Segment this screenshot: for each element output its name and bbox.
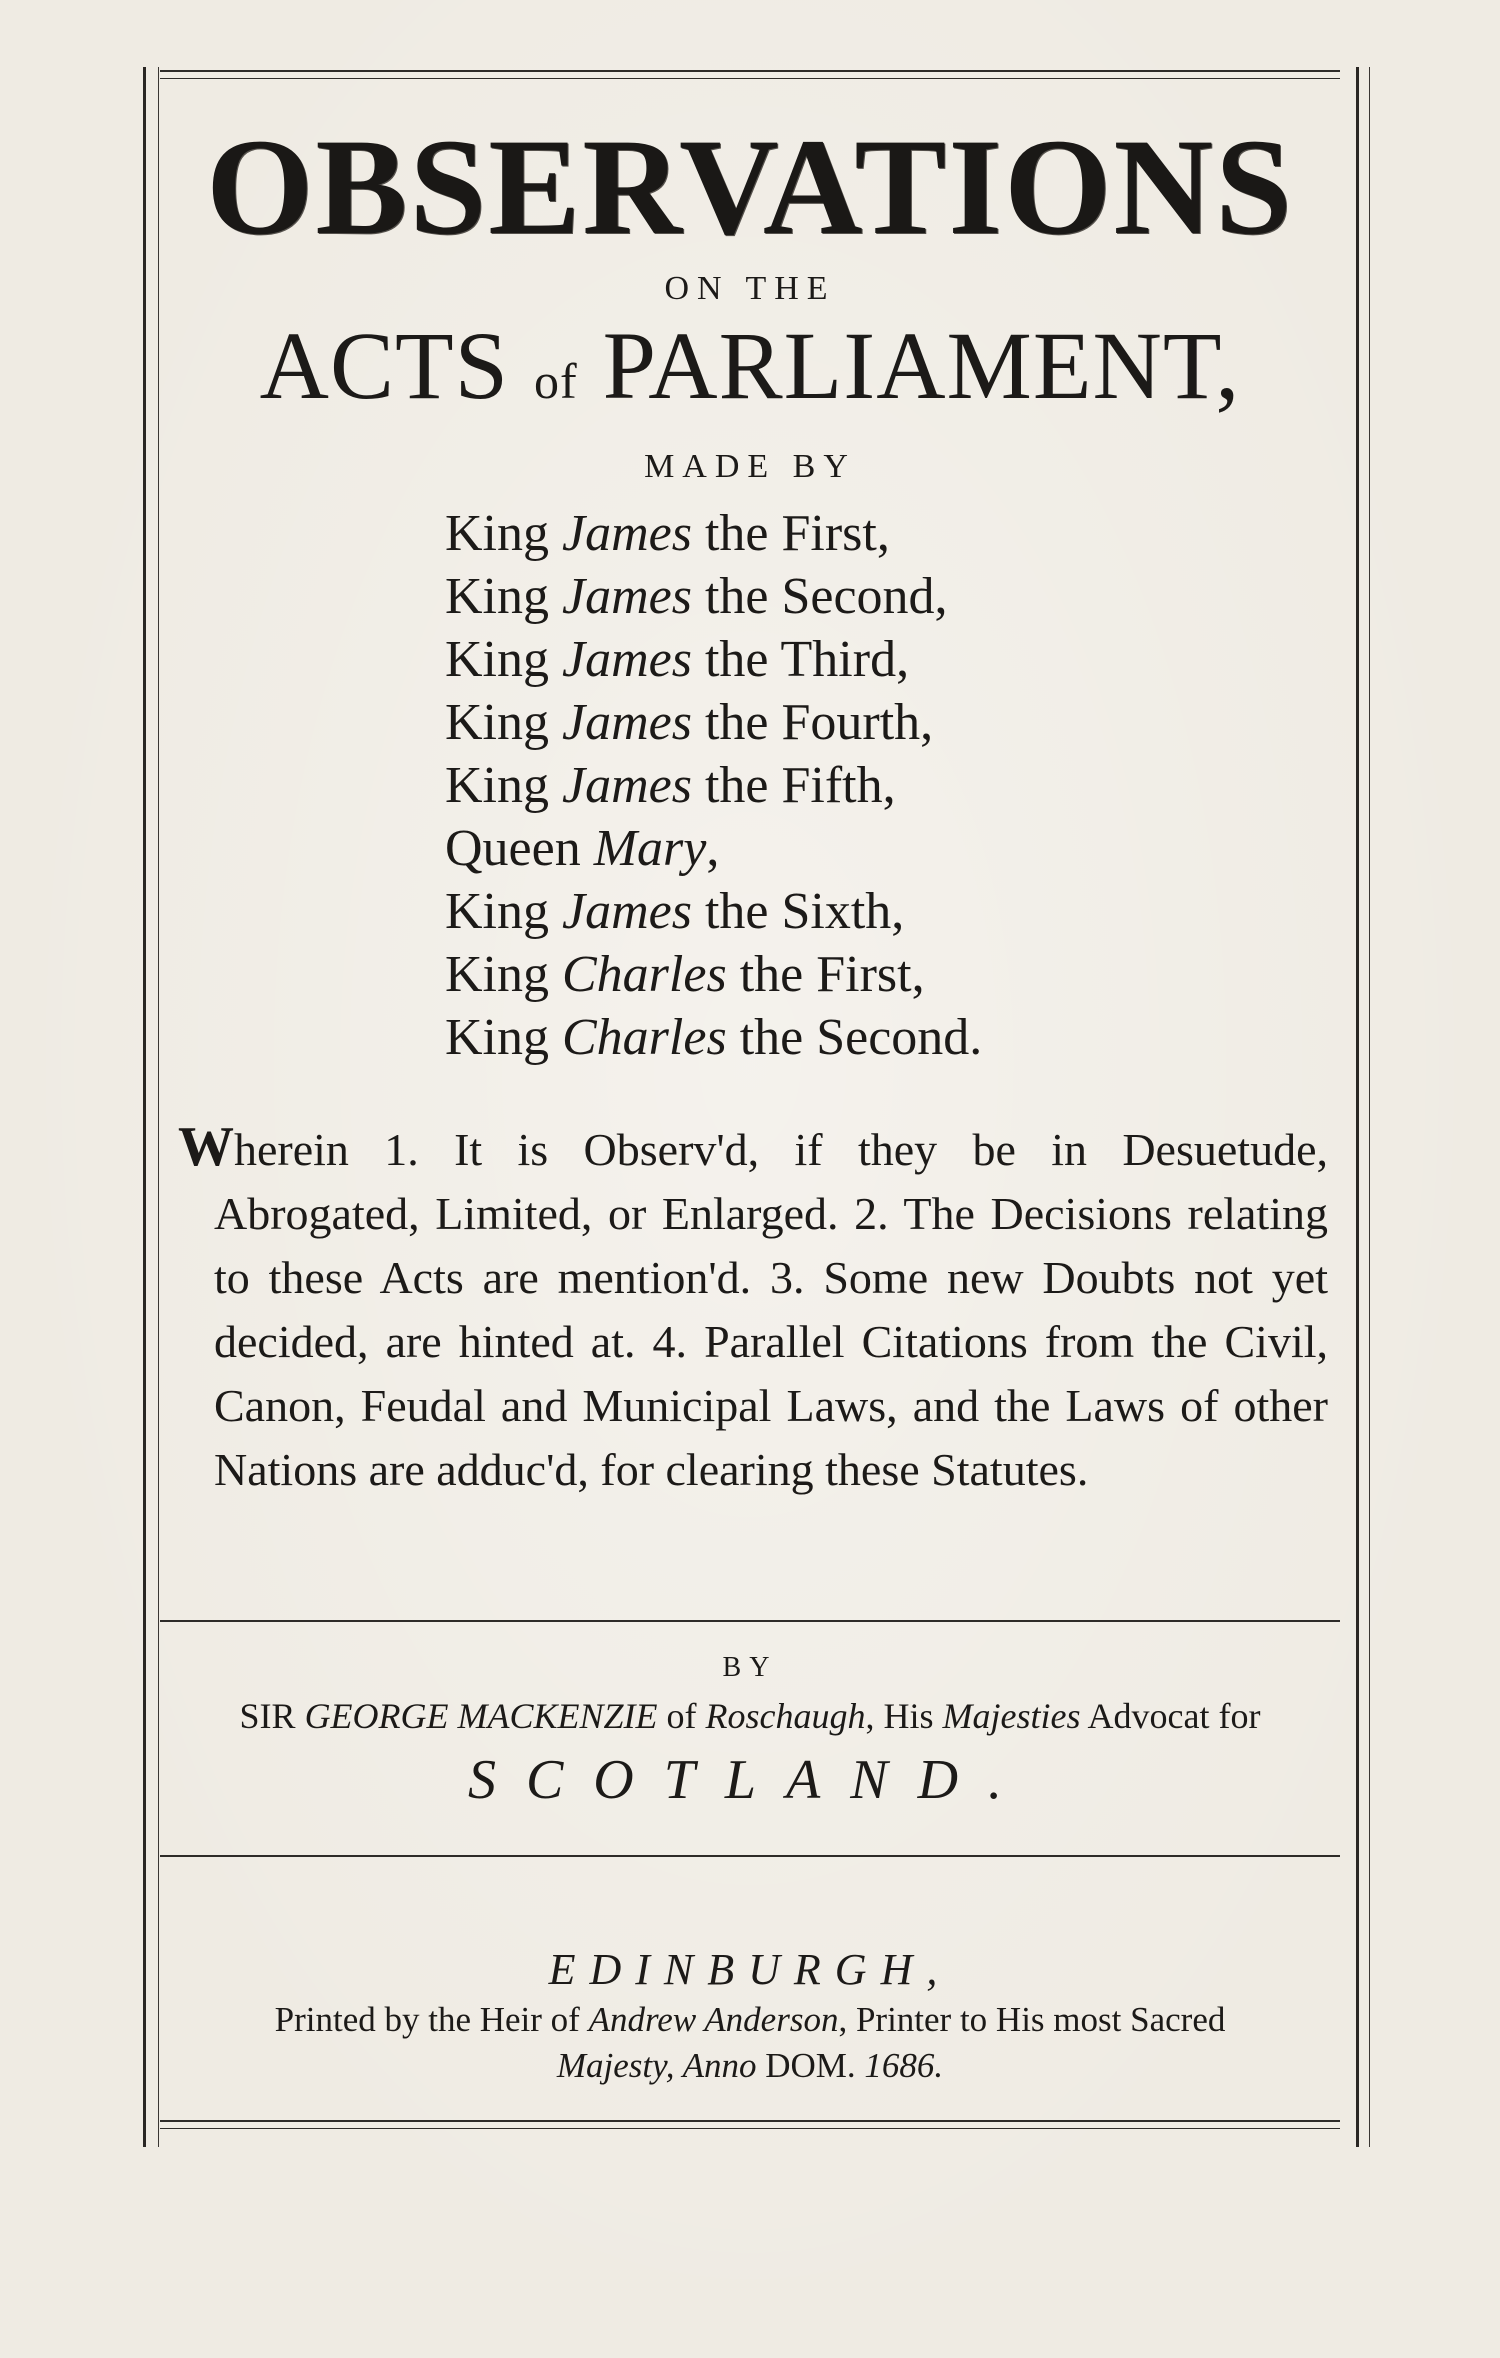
of-word: of: [534, 353, 578, 409]
imprint-date: Majesty, Anno DOM. 1686.: [556, 2046, 944, 2085]
author-line: SIR GEORGE MACKENZIE of Roschaugh, His Majesties Advocat for: [239, 1696, 1261, 1736]
monarch-list: [445, 502, 982, 1069]
monarch-line: King James the Fifth,: [445, 757, 896, 814]
made-by-label: MADE BY: [644, 448, 856, 485]
monarch-line: King James the Third,: [445, 631, 910, 688]
acts-word: ACTS: [259, 312, 534, 419]
border-inner-right: [1369, 67, 1370, 2147]
imprint-printer: Printed by the Heir of Andrew Anderson, Printer to His most Sacred: [274, 2000, 1226, 2039]
main-title: OBSERVATIONS: [206, 110, 1294, 263]
contents-text: herein 1. It is Observ'd, if they be in Desuetude, Abrogated, Limited, or Enlarged. 2. The Decisions relating to these Acts are mention'd. 3. Some new Doubts not yet decided, are hinted at. 4. Parallel Citations from the Civil, Canon, Feudal and Municipal Laws, and the Laws of other Nations are adduc'd, for clearing these Statutes.: [214, 1124, 1328, 1495]
scotland-line: SCOTLAND.: [467, 1749, 1033, 1811]
author-rule-top: [160, 1620, 1340, 1622]
border-inner-left: [158, 67, 159, 2147]
bottom-rule: [160, 2120, 1340, 2122]
top-rule: [160, 70, 1340, 72]
monarch-line: King James the Sixth,: [445, 883, 905, 940]
by-label: BY: [722, 1652, 778, 1683]
contents-description: [178, 1115, 1328, 1502]
monarch-line: King Charles the Second.: [445, 1009, 983, 1066]
author-name: GEORGE MACKENZIE: [304, 1696, 658, 1736]
initial-letter: W: [178, 1116, 234, 1178]
subtitle-on-the: ON THE: [664, 270, 836, 307]
parliament-word: PARLIAMENT,: [577, 312, 1241, 419]
monarch-line: Queen Mary,: [445, 820, 720, 877]
monarch-line: King Charles the First,: [445, 946, 925, 1003]
imprint-city: EDINBURGH,: [548, 1945, 952, 1994]
acts-of-parliament-heading: [160, 312, 1340, 419]
author-rule-bottom: [160, 1855, 1340, 1857]
monarch-line: King James the First,: [445, 505, 890, 562]
monarch-line: King James the Second,: [445, 568, 948, 625]
monarch-line: King James the Fourth,: [445, 694, 934, 751]
